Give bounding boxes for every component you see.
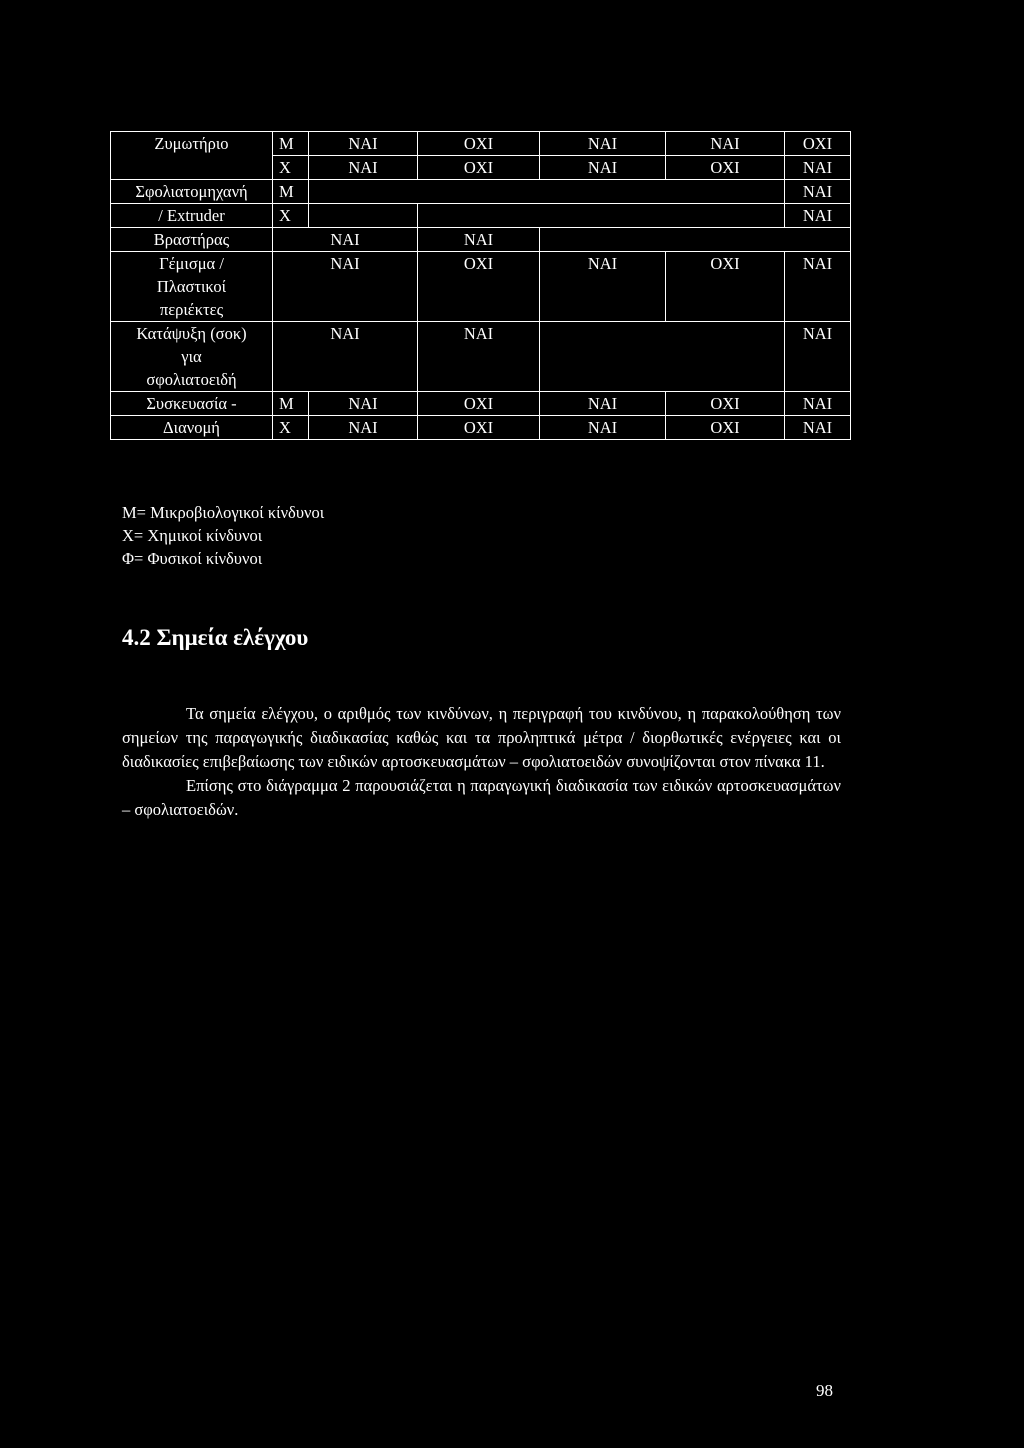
value-cell: ΝΑΙ [273,322,418,392]
value-cell: ΟΧΙ [418,392,540,416]
value-cell [309,180,785,204]
stage-cell [111,156,273,180]
value-cell: ΝΑΙ [418,322,540,392]
value-cell: ΝΑΙ [309,156,418,180]
value-cell [540,228,851,252]
hazard-legend [122,501,324,570]
stage-line: Γέμισμα / [159,254,224,273]
table-row [111,156,851,180]
legend-item-physical: Φ= Φυσικοί κίνδυνοι [122,549,263,568]
section-body [122,702,841,822]
value-cell: ΝΑΙ [540,416,666,440]
value-cell: ΟΧΙ [666,156,785,180]
table-row [111,204,851,228]
value-cell: ΟΧΙ [666,416,785,440]
value-cell [309,204,418,228]
stage-cell [111,252,273,322]
table-row [111,180,851,204]
value-cell [418,204,785,228]
hazard-type-cell: Μ [273,132,309,156]
stage-cell: Συσκευασία - [111,392,273,416]
table-row [111,228,851,252]
stage-line: σφολιατοειδή [146,370,237,389]
value-cell [540,322,785,392]
hazard-type-cell: Μ [273,392,309,416]
stage-cell: Ζυμωτήριο [111,132,273,156]
value-cell: ΝΑΙ [309,416,418,440]
stage-line: Κατάψυξη (σοκ) [136,324,247,343]
value-cell: ΝΑΙ [785,252,851,322]
value-cell: ΟΧΙ [418,252,540,322]
value-cell: ΝΑΙ [309,392,418,416]
hazard-type-cell: Χ [273,416,309,440]
legend-item-microbiological: Μ= Μικροβιολογικοί κίνδυνοι [122,503,325,522]
table-row [111,252,851,322]
hazard-type-cell: Χ [273,204,309,228]
table-row [111,416,851,440]
value-cell: ΝΑΙ [785,322,851,392]
value-cell: ΝΑΙ [785,156,851,180]
hazard-table [110,131,851,440]
value-cell: ΟΧΙ [418,416,540,440]
value-cell: ΝΑΙ [785,416,851,440]
legend-item-chemical: Χ= Χημικοί κίνδυνοι [122,526,263,545]
stage-line: περιέκτες [159,300,224,319]
paragraph: Επίσης στο διάγραμμα 2 παρουσιάζεται η παραγωγική διαδικασία των ειδικών αρτοσκευασμάτων – σφολιατοειδών. [122,776,841,819]
value-cell: ΝΑΙ [540,156,666,180]
stage-cell: Σφολιατομηχανή [111,180,273,204]
value-cell: ΝΑΙ [666,132,785,156]
stage-line: για [181,347,202,366]
value-cell: ΟΧΙ [418,156,540,180]
table-row [111,392,851,416]
value-cell: ΟΧΙ [785,132,851,156]
page-number: 98 [816,1381,833,1400]
value-cell: ΝΑΙ [418,228,540,252]
value-cell: ΝΑΙ [309,132,418,156]
stage-cell: Βραστήρας [111,228,273,252]
stage-cell [111,322,273,392]
value-cell: ΝΑΙ [540,392,666,416]
stage-cell: / Extruder [111,204,273,228]
value-cell: ΝΑΙ [540,252,666,322]
value-cell: ΝΑΙ [785,180,851,204]
value-cell: ΟΧΙ [418,132,540,156]
table-row [111,132,851,156]
paragraph: Τα σημεία ελέγχου, ο αριθμός των κινδύνων, η περιγραφή του κινδύνου, η παρακολούθηση των σημείων της παραγωγικής διαδικασίας καθώς και τα προληπτικά μέτρα / διορθωτικές ενέργειες και οι διαδικασίες επιβεβαίωσης των ειδικών αρτοσκευασμάτων – σφολιατοειδών συνοψίζονται στον πίνακα 11. [122,704,841,771]
value-cell: ΟΧΙ [666,252,785,322]
section-heading: 4.2 Σημεία ελέγχου [122,625,309,650]
value-cell: ΟΧΙ [666,392,785,416]
value-cell: ΝΑΙ [273,252,418,322]
hazard-type-cell: Χ [273,156,309,180]
value-cell: ΝΑΙ [273,228,418,252]
stage-line: Πλαστικοί [156,277,227,296]
value-cell: ΝΑΙ [540,132,666,156]
stage-cell: Διανομή [111,416,273,440]
value-cell: ΝΑΙ [785,392,851,416]
value-cell: ΝΑΙ [785,204,851,228]
table-row [111,322,851,392]
hazard-type-cell: Μ [273,180,309,204]
